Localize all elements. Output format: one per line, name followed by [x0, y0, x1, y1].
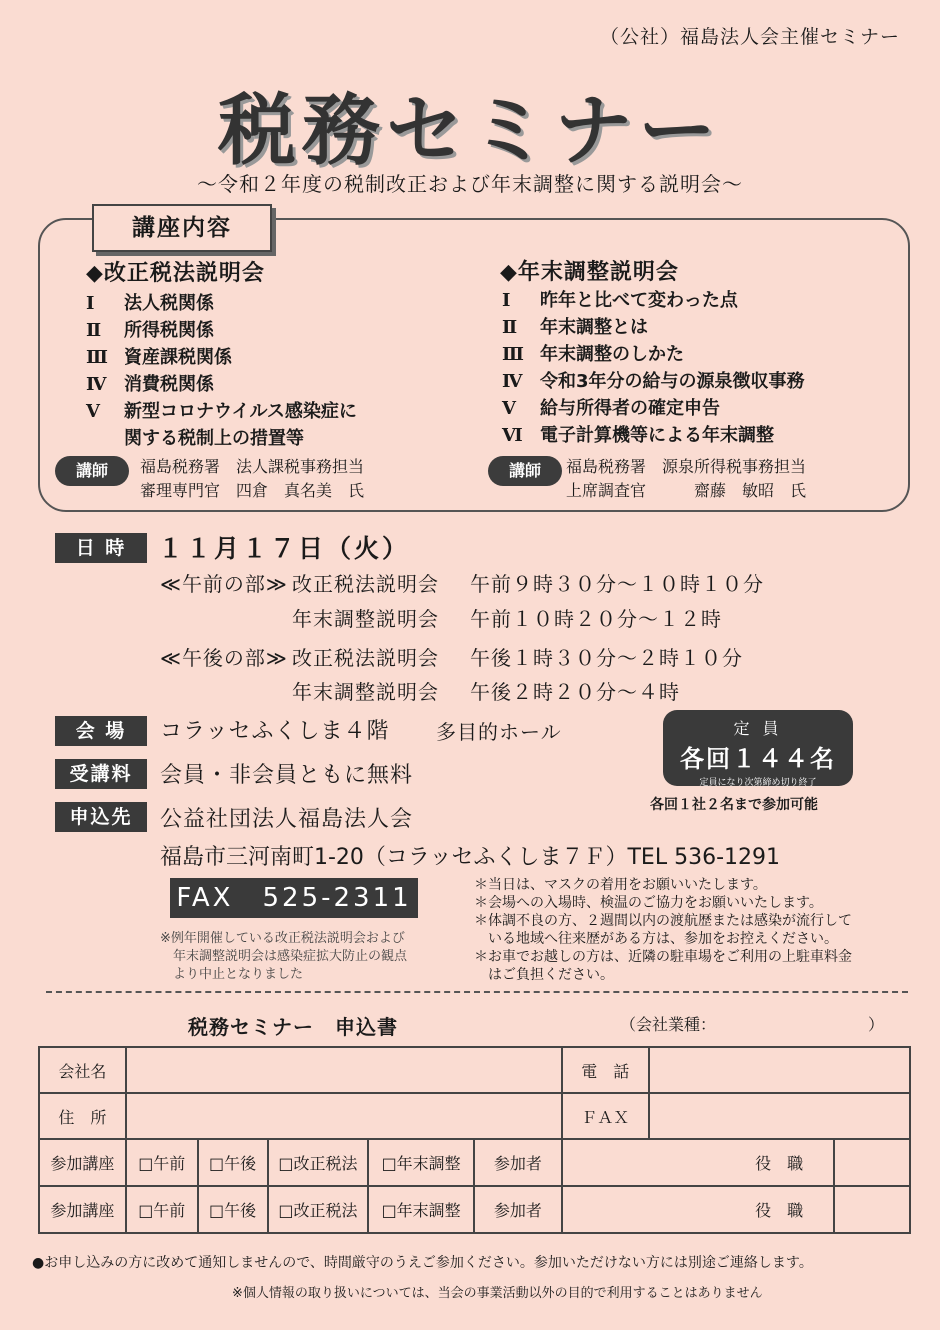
company-industry-field[interactable]: （会社業種： ）: [620, 1015, 885, 1034]
notes-list: ＊当日は、マスクの着用をお願いいたします。 ＊会場への入場時、検温のご協力をお願いいたします。 ＊体調不良の方、２週間以内の渡航歴または感染が流行して いる地域へ往来歴がある方は、参加をお控えください。 ＊お車でお越しの方は、近隣の駐車場をご利用の上駐車料金 はご負担ください。: [474, 877, 852, 983]
course-label: 参加講座: [39, 1186, 126, 1233]
position-field[interactable]: [834, 1139, 910, 1186]
footer-notice: ●お申し込みの方に改めて通知しませんので、時間厳守のうえご参加ください。参加いただけない方には別途ご連絡します。: [32, 1255, 813, 1271]
schedule-part: ≪午後の部≫: [160, 646, 288, 670]
schedule-time: 午後２時２０分〜４時: [470, 680, 680, 704]
phone-field[interactable]: [649, 1047, 910, 1093]
list-item: Ⅲ 資産課税関係: [86, 347, 232, 368]
lecturer-info-right: 福島税務署 源泉所得税事務担当 上席調査官 齋藤 敏昭 氏: [566, 457, 807, 500]
phone-label: 電 話: [562, 1047, 649, 1093]
lecturer-badge-right: 講師: [488, 456, 562, 486]
schedule-name: 改正税法説明会: [292, 646, 439, 670]
list-item: Ⅳ 令和3年分の給与の源泉徴収事務: [502, 371, 805, 392]
application-form: [38, 1046, 911, 1234]
position-label: 役 職: [562, 1186, 834, 1233]
am-checkbox[interactable]: □午前: [126, 1139, 198, 1186]
fee-value: 会員・非会員ともに無料: [160, 763, 414, 788]
capacity-note: 各回１社２名まで参加可能: [650, 797, 818, 813]
list-item: Ⅲ 年末調整のしかた: [502, 344, 684, 365]
venue-value: コラッセふくしま４階: [160, 719, 390, 744]
pm-checkbox[interactable]: □午後: [198, 1139, 268, 1186]
schedule-name: 改正税法説明会: [292, 572, 439, 596]
left-items: [86, 289, 357, 451]
list-item: Ⅱ 所得税関係: [86, 320, 214, 341]
fee-label: 受講料: [55, 759, 147, 789]
privacy-notice: ※個人情報の取り扱いについては、当会の事業活動以外の目的で利用することはありません: [232, 1286, 763, 1301]
list-item: 関する税制上の措置等: [124, 428, 304, 449]
list-item: Ⅳ 消費税関係: [86, 374, 214, 395]
list-item: Ⅴ 給与所得者の確定申告: [502, 398, 720, 419]
left-section-title: ◆改正税法説明会: [86, 261, 265, 286]
schedule-time: 午後１時３０分〜２時１０分: [470, 646, 743, 670]
year-end-checkbox[interactable]: □年末調整: [368, 1139, 474, 1186]
right-items: [502, 286, 805, 448]
schedule-time: 午前１０時２０分〜１２時: [470, 607, 722, 631]
page-title: 税務セミナー: [217, 86, 722, 176]
list-item: Ⅵ 電子計算機等による年末調整: [502, 425, 774, 446]
event-date: １１月１７日（火）: [158, 534, 411, 563]
right-section-title: ◆年末調整説明会: [500, 260, 679, 285]
course-label: 参加講座: [39, 1139, 126, 1186]
company-name-field[interactable]: [126, 1047, 562, 1093]
datetime-label: 日 時: [55, 533, 147, 563]
cut-line: [46, 991, 908, 993]
position-label: 役 職: [562, 1139, 834, 1186]
company-name-label: 会社名: [39, 1047, 126, 1093]
cancellation-note: ※例年開催している改正税法説明会および 年末調整説明会は感染症拡大防止の観点 より中止となりました: [160, 931, 408, 982]
venue-label: 会 場: [55, 716, 147, 746]
schedule-time: 午前９時３０分〜１０時１０分: [470, 572, 764, 596]
apply-label: 申込先: [55, 802, 147, 832]
address-label: 住 所: [39, 1093, 126, 1139]
fax-field[interactable]: [649, 1093, 910, 1139]
participant-label: 参加者: [474, 1186, 562, 1233]
lecturer-badge-left: 講師: [55, 456, 129, 486]
schedule-name: 年末調整説明会: [292, 680, 439, 704]
apply-org: 公益社団法人福島法人会: [160, 807, 414, 832]
fax-number: FAX 525-2311: [170, 878, 418, 918]
organizer-text: （公社）福島法人会主催セミナー: [599, 26, 900, 48]
schedule-name: 年末調整説明会: [292, 607, 439, 631]
form-title: 税務セミナー 申込書: [188, 1015, 398, 1039]
pm-checkbox[interactable]: □午後: [198, 1186, 268, 1233]
lecturer-info-left: 福島税務署 法人課税事務担当 審理専門官 四倉 真名美 氏: [140, 457, 365, 500]
capacity-box: 定 員 各回１４４名 定員になり次第締め切り終了: [663, 710, 853, 786]
list-item: Ⅴ 新型コロナウイルス感染症に: [86, 401, 357, 422]
tax-reform-checkbox[interactable]: □改正税法: [268, 1186, 369, 1233]
course-header: 講座内容: [92, 204, 272, 252]
position-field[interactable]: [834, 1186, 910, 1233]
participant-label: 参加者: [474, 1139, 562, 1186]
venue-room: 多目的ホール: [436, 720, 562, 744]
fax-label: ＦＡＸ: [562, 1093, 649, 1139]
list-item: Ⅱ 年末調整とは: [502, 317, 648, 338]
list-item: Ⅰ 法人税関係: [86, 293, 214, 314]
schedule-part: ≪午前の部≫: [160, 572, 288, 596]
address-field[interactable]: [126, 1093, 562, 1139]
tax-reform-checkbox[interactable]: □改正税法: [268, 1139, 369, 1186]
list-item: Ⅰ 昨年と比べて変わった点: [502, 290, 738, 311]
am-checkbox[interactable]: □午前: [126, 1186, 198, 1233]
page-subtitle: 〜令和２年度の税制改正および年末調整に関する説明会〜: [197, 172, 743, 196]
apply-address: 福島市三河南町1-20（コラッセふくしま７Ｆ）TEL 536-1291: [160, 845, 780, 870]
year-end-checkbox[interactable]: □年末調整: [368, 1186, 474, 1233]
